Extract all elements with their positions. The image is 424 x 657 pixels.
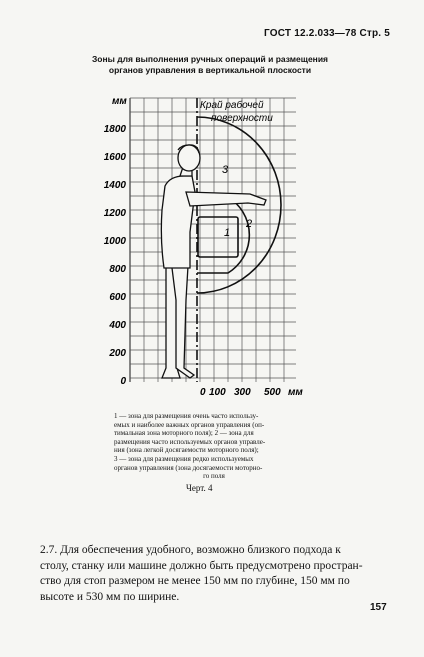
legend-line: го поля [203,472,225,481]
y-tick-label: 200 [109,348,126,359]
paragraph-line: 2.7. Для обеспечения удобного, возможно близкого подхода к [40,544,341,556]
y-tick-label: 600 [109,292,126,303]
legend-line: 3 — зона для размещения редко используемых [114,454,254,463]
x-tick-label: мм [288,387,303,398]
edge-label-line: поверхности [211,113,273,124]
paragraph-line: высоте и 530 мм по ширине. [40,590,180,603]
figure-grid [130,98,296,382]
edge-label-line: Край рабочей [200,100,264,111]
figure-title-line: органов управления в вертикальной плоскости [108,65,312,75]
y-tick-label: 1200 [103,208,126,219]
paragraph-line: столу, станку или машине должно быть предусмотрено простран- [40,559,363,572]
y-tick-label: 1800 [103,124,126,135]
x-tick-label: 0 [200,387,206,398]
y-tick-label: 800 [109,264,126,275]
page-header: ГОСТ 12.2.033—78 Стр. 5 [264,28,390,39]
figure-legend [114,412,314,481]
figure-number: Черт. 4 [186,483,213,493]
legend-line: 1 — зона для размещения очень часто использу- [114,412,259,420]
y-tick-label: 400 [109,320,126,331]
zone-1-boundary [198,217,238,257]
x-tick-label: 100 [209,387,226,398]
y-axis-tick-labels [104,124,127,387]
paragraph-2-7 [40,543,395,605]
page-number: 157 [370,602,387,613]
y-tick-label: 0 [120,376,126,387]
legend-line: емых и наиболее важных органов управления (оп- [114,420,265,429]
legend-line: тимальная зона моторного поля); 2 — зона для [114,429,254,438]
zone-label: 2 [246,218,253,230]
y-tick-label: 1400 [103,180,126,191]
y-axis-unit: мм [112,96,127,107]
x-tick-label: 500 [264,387,281,398]
y-tick-label: 1600 [103,152,126,163]
x-tick-label: 300 [234,387,251,398]
zone-label: 3 [222,164,229,176]
zone-label: 1 [224,227,231,239]
legend-line: размещения часто используемых органов управле- [114,437,266,446]
paragraph-line: ство для стоп размером не менее 150 мм по глубине, 150 мм по [40,575,350,587]
legend-line: органов управления (зона досягаемости моторно- [114,463,263,472]
x-axis-tick-labels [200,387,303,398]
legend-line: ния (зона легкой досягаемости моторного поля); [114,446,259,455]
y-tick-label: 1000 [103,236,126,247]
figure-title-line: Зоны для выполнения ручных операций и размещения [91,54,329,64]
